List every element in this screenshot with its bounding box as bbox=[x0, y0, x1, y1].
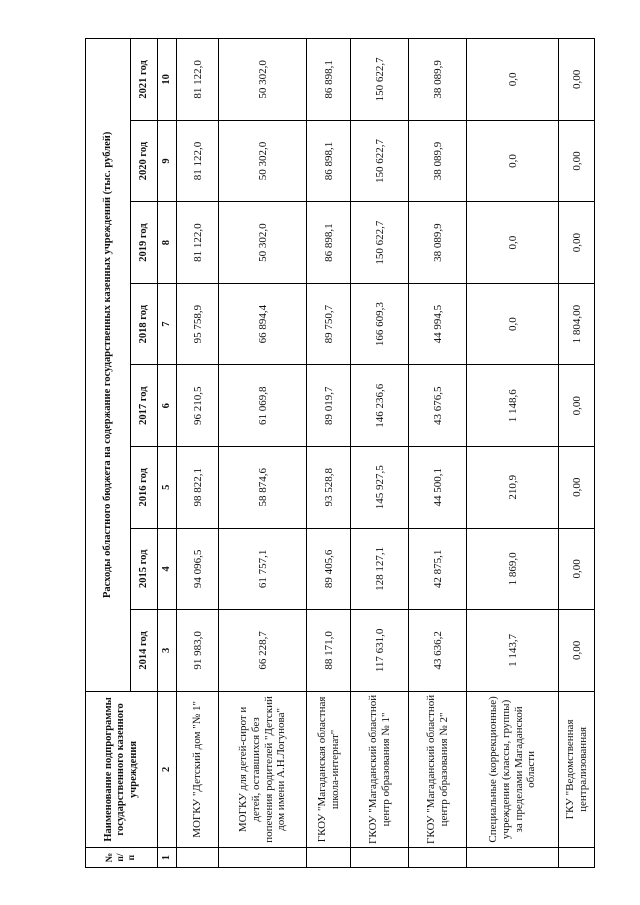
row-index-cell bbox=[467, 847, 559, 867]
table-row bbox=[351, 38, 409, 867]
value-cell: 50 302,0 bbox=[219, 201, 307, 283]
value-cell: 145 927,5 bbox=[351, 446, 409, 528]
value-cell: 89 019,7 bbox=[307, 364, 351, 446]
year-header: 2020 год bbox=[131, 120, 158, 202]
institution-name-cell: МОГКУ для детей-сирот и детей, оставшихся без попечения родителей "Детский дом имени А.Н.Логунова" bbox=[219, 691, 307, 848]
value-cell: 88 171,0 bbox=[307, 609, 351, 691]
value-cell: 38 089,9 bbox=[409, 201, 467, 283]
value-cell: 43 676,5 bbox=[409, 364, 467, 446]
col-number: 4 bbox=[158, 528, 177, 610]
value-cell: 81 122,0 bbox=[177, 38, 219, 120]
value-cell: 58 874,6 bbox=[219, 446, 307, 528]
value-cell: 0,00 bbox=[559, 528, 595, 610]
institution-name-cell: Специальные (коррекционные) учреждения (классы, группы) за пределами Магаданской области bbox=[467, 691, 559, 848]
value-cell: 38 089,9 bbox=[409, 120, 467, 202]
col-number: 7 bbox=[158, 283, 177, 365]
value-cell: 146 236,6 bbox=[351, 364, 409, 446]
value-cell: 1 143,7 bbox=[467, 609, 559, 691]
value-cell: 44 994,5 bbox=[409, 283, 467, 365]
table-row bbox=[177, 38, 219, 867]
value-cell: 1 869,0 bbox=[467, 528, 559, 610]
value-cell: 50 302,0 bbox=[219, 120, 307, 202]
value-cell: 0,00 bbox=[559, 120, 595, 202]
value-cell: 89 405,6 bbox=[307, 528, 351, 610]
year-header: 2016 год bbox=[131, 446, 158, 528]
col-number: 10 bbox=[158, 38, 177, 120]
value-cell: 0,00 bbox=[559, 609, 595, 691]
value-cell: 43 636,2 bbox=[409, 609, 467, 691]
value-cell: 86 898,1 bbox=[307, 120, 351, 202]
group-header: Расходы областного бюджета на содержание государственных казенных учреждений (тыс. рублей) bbox=[86, 38, 131, 691]
col-name-header: Наименование подпрограммы государственного казенного учреждения bbox=[86, 691, 158, 848]
institution-name-cell: ГКОУ "Магаданский областной центр образования № 1" bbox=[351, 691, 409, 848]
table-row bbox=[307, 38, 351, 867]
col-number: 1 bbox=[158, 847, 177, 867]
value-cell: 38 089,9 bbox=[409, 38, 467, 120]
value-cell: 150 622,7 bbox=[351, 120, 409, 202]
col-number: 2 bbox=[158, 691, 177, 848]
value-cell: 98 822,1 bbox=[177, 446, 219, 528]
value-cell: 81 122,0 bbox=[177, 201, 219, 283]
value-cell: 93 528,8 bbox=[307, 446, 351, 528]
value-cell: 150 622,7 bbox=[351, 38, 409, 120]
year-header: 2014 год bbox=[131, 609, 158, 691]
value-cell: 0,00 bbox=[559, 38, 595, 120]
col-number: 8 bbox=[158, 201, 177, 283]
value-cell: 0,00 bbox=[559, 201, 595, 283]
col-number: 5 bbox=[158, 446, 177, 528]
year-header: 2015 год bbox=[131, 528, 158, 610]
header-row-numbers bbox=[158, 38, 177, 867]
value-cell: 89 750,7 bbox=[307, 283, 351, 365]
year-header: 2021 год bbox=[131, 38, 158, 120]
value-cell: 66 894,4 bbox=[219, 283, 307, 365]
value-cell: 61 757,1 bbox=[219, 528, 307, 610]
value-cell: 44 500,1 bbox=[409, 446, 467, 528]
value-cell: 50 302,0 bbox=[219, 38, 307, 120]
row-index-cell bbox=[177, 847, 219, 867]
value-cell: 1 148,6 bbox=[467, 364, 559, 446]
row-index-cell bbox=[351, 847, 409, 867]
table-row bbox=[409, 38, 467, 867]
value-cell: 128 127,1 bbox=[351, 528, 409, 610]
row-index-cell bbox=[307, 847, 351, 867]
year-header: 2018 год bbox=[131, 283, 158, 365]
value-cell: 86 898,1 bbox=[307, 38, 351, 120]
table-row bbox=[219, 38, 307, 867]
value-cell: 0,0 bbox=[467, 38, 559, 120]
row-index-cell bbox=[219, 847, 307, 867]
header-row-1 bbox=[86, 38, 131, 867]
value-cell: 0,0 bbox=[467, 120, 559, 202]
col-number: 9 bbox=[158, 120, 177, 202]
institution-name-cell: ГКОУ "Магаданский областной центр образования № 2" bbox=[409, 691, 467, 848]
value-cell: 42 875,1 bbox=[409, 528, 467, 610]
value-cell: 94 096,5 bbox=[177, 528, 219, 610]
institution-name-cell: МОГКУ "Детский дом "№ 1" bbox=[177, 691, 219, 848]
value-cell: 210,9 bbox=[467, 446, 559, 528]
col-no-header: № п/п bbox=[86, 847, 158, 867]
budget-table bbox=[85, 38, 595, 868]
value-cell: 95 758,9 bbox=[177, 283, 219, 365]
value-cell: 96 210,5 bbox=[177, 364, 219, 446]
value-cell: 66 228,7 bbox=[219, 609, 307, 691]
value-cell: 150 622,7 bbox=[351, 201, 409, 283]
value-cell: 0,0 bbox=[467, 283, 559, 365]
col-number: 6 bbox=[158, 364, 177, 446]
institution-name-cell: ГКУ "Ведомственная централизованная bbox=[559, 691, 595, 848]
year-header: 2017 год bbox=[131, 364, 158, 446]
value-cell: 81 122,0 bbox=[177, 120, 219, 202]
rotated-table-container bbox=[85, 38, 589, 868]
value-cell: 0,00 bbox=[559, 446, 595, 528]
year-header: 2019 год bbox=[131, 201, 158, 283]
table-row bbox=[559, 38, 595, 867]
value-cell: 0,0 bbox=[467, 201, 559, 283]
value-cell: 0,00 bbox=[559, 364, 595, 446]
col-number: 3 bbox=[158, 609, 177, 691]
row-index-cell bbox=[559, 847, 595, 867]
value-cell: 1 804,00 bbox=[559, 283, 595, 365]
institution-name-cell: ГКОУ "Магаданская областная школа-интернат" bbox=[307, 691, 351, 848]
value-cell: 117 631,0 bbox=[351, 609, 409, 691]
value-cell: 86 898,1 bbox=[307, 201, 351, 283]
value-cell: 61 069,8 bbox=[219, 364, 307, 446]
table-row bbox=[467, 38, 559, 867]
value-cell: 166 609,3 bbox=[351, 283, 409, 365]
value-cell: 91 983,0 bbox=[177, 609, 219, 691]
row-index-cell bbox=[409, 847, 467, 867]
